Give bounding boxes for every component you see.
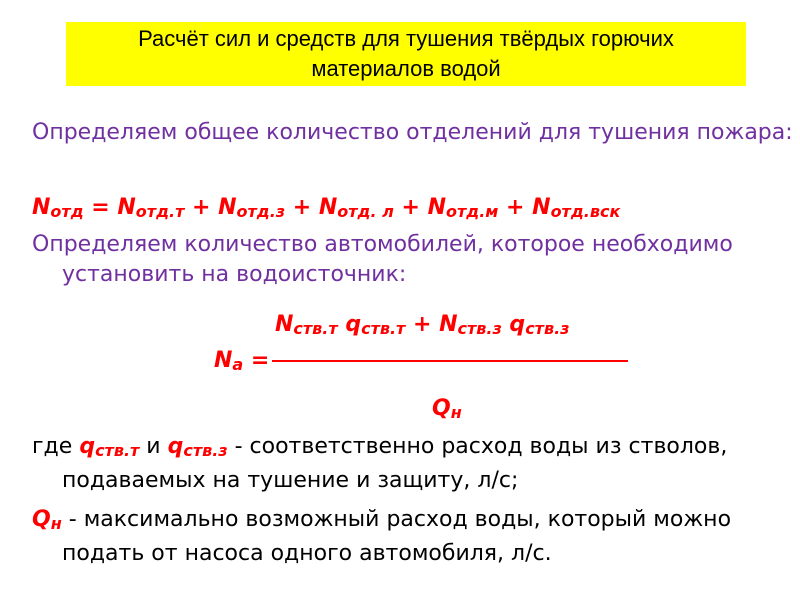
fraction-bar xyxy=(272,360,628,362)
paragraph-qn-definition: Qн - максимально возможный расход воды, который можно подать от насоса одного автомобиля, л/с. xyxy=(32,507,732,566)
formula-lhs-vehicles: Nа = xyxy=(214,348,270,374)
title-line-1: Расчёт сил и средств для тушения твёрдых горючих xyxy=(138,26,674,51)
title-line-2: материалов водой xyxy=(311,56,501,81)
slide-title xyxy=(66,22,746,86)
formula-denominator: Qн xyxy=(432,396,462,422)
formula-numerator: Nств.т qств.т + Nств.з qств.з xyxy=(275,312,570,338)
formula-departments: Nотд = Nотд.т + Nотд.з + Nотд. л + Nотд.м + Nотд.вск xyxy=(32,195,621,221)
paragraph-q-definition: где qств.т и qств.з - соответственно расход воды из стволов, подаваемых на тушение и защиту, л/с; xyxy=(32,434,728,493)
paragraph-departments: Определяем общее количество отделений для тушения пожара: xyxy=(32,120,793,145)
paragraph-vehicles: Определяем количество автомобилей, которое необходимо установить на водоисточник: xyxy=(32,232,733,287)
